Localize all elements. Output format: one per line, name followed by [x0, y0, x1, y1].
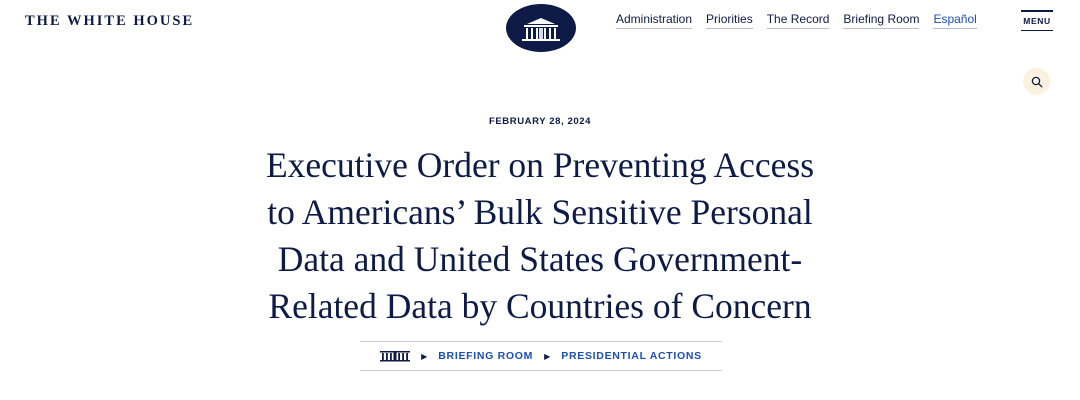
- nav-briefing-room[interactable]: Briefing Room: [843, 12, 919, 29]
- breadcrumb: [360, 341, 722, 371]
- title-line: Executive Order on Preventing Access: [265, 145, 815, 185]
- search-icon: [1031, 76, 1043, 88]
- title-line: Data and United States Government-: [277, 239, 803, 279]
- menu-label: MENU: [1023, 15, 1051, 26]
- breadcrumb-briefing-room[interactable]: BRIEFING ROOM: [438, 350, 534, 362]
- nav-priorities[interactable]: Priorities: [706, 12, 753, 29]
- article-date: FEBRUARY 28, 2024: [488, 116, 592, 127]
- menu-button[interactable]: [1021, 10, 1053, 31]
- nav-administration[interactable]: Administration: [616, 12, 692, 29]
- white-house-icon[interactable]: [380, 350, 410, 362]
- nav-espanol[interactable]: Español: [933, 12, 976, 29]
- search-button[interactable]: [1023, 68, 1050, 95]
- title-line: to Americans’ Bulk Sensitive Personal: [267, 192, 813, 232]
- chevron-right-icon: ▶: [421, 351, 428, 361]
- breadcrumb-presidential-actions[interactable]: PRESIDENTIAL ACTIONS: [561, 350, 702, 362]
- menu-bar-top: [1021, 10, 1053, 12]
- menu-bar-bottom: [1021, 30, 1053, 32]
- title-line: Related Data by Countries of Concern: [268, 286, 812, 326]
- chevron-right-icon: ▶: [544, 351, 551, 361]
- page-title: [170, 142, 910, 330]
- site-logo-text[interactable]: THE WHITE HOUSE: [25, 13, 195, 29]
- nav-the-record[interactable]: The Record: [767, 12, 830, 29]
- primary-nav: [616, 12, 977, 29]
- white-house-seal-icon[interactable]: [506, 4, 576, 52]
